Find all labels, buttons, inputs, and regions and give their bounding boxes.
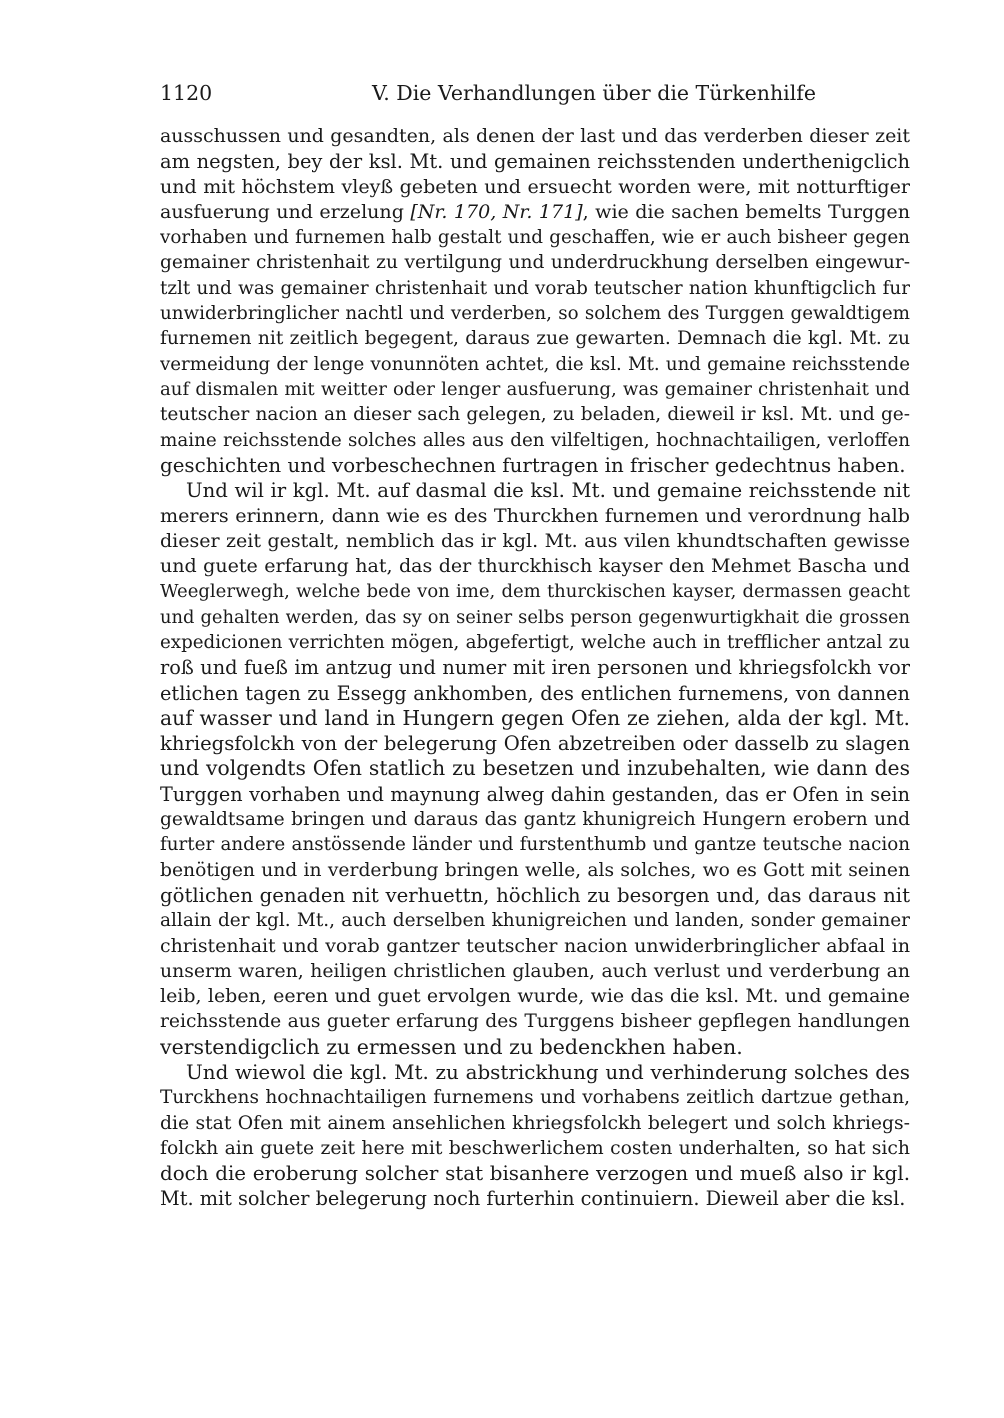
text-line [160,1085,910,1110]
text-segment: unwiderbringlicher nachtl und verderben, so solchem des Turggen gewaldtigem [160,303,910,325]
text-line [160,529,910,554]
text-line [160,352,910,377]
text-line [160,579,910,604]
text-segment: am negsten, bey der ksl. Mt. und gemainen reichsstenden underthenigclich [160,150,910,174]
text-segment: die stat Ofen mit ainem ansehlichen khriegsfolckh belegert und solch khriegs- [160,1112,910,1134]
text-line [160,503,910,528]
text-segment: christenhait und vorab gantzer teutscher nacion unwiderbringlicher abfaal in [160,934,910,957]
text-segment: merers erinnern, dann wie es des Thurckhen furnemen und verordnung halb [160,504,910,528]
text-segment: teutscher nacion an dieser sach gelegen, zu beladen, dieweil ir ksl. Mt. und ge- [160,404,910,426]
text-segment: und guete erfarung hat, das der thurckhisch kayser den Mehmet Bascha und [160,555,910,578]
text-segment: vorhaben und furnemen halb gestalt und geschaffen, wie er auch bisheer gegen [160,227,910,249]
text-line [160,1060,910,1085]
text-segment: doch die eroberung solcher stat bisanhere verzogen und mueß also ir kgl. [160,1162,910,1186]
text-line [160,1186,910,1211]
running-title: V. Die Verhandlungen über die Türkenhilfe [372,81,817,105]
text-line [160,731,910,756]
text-line [160,883,910,908]
text-line [160,1111,910,1136]
paragraph [160,1060,910,1212]
text-segment: verstendigclich zu ermessen und zu bedenckhen haben. [160,1034,743,1059]
text-segment: vermeidung der lenge vonunnöten achtet, die ksl. Mt. und gemaine reichsstende [160,353,910,375]
text-segment: Mt. mit solcher belegerung noch furterhin continuiern. Dieweil aber die ksl. [160,1187,906,1211]
text-segment: und volgendts Ofen statlich zu besetzen und inzubehalten, wie dann des [160,756,910,781]
text-segment: furnemen nit zeitlich begegent, daraus zue gewarten. Demnach die kgl. Mt. zu [160,328,910,350]
text-line [160,250,910,275]
text-line [160,276,910,301]
text-segment: tzlt und was gemainer christenhait und vorab teutscher nation khunftigclich fur [160,277,910,299]
text-line [160,908,910,933]
text-line [160,984,910,1009]
text-segment: etlichen tagen zu Essegg ankhomben, des entlichen furnemens, von dannen [160,681,910,705]
text-line [160,1009,910,1034]
text-segment: roß und fueß im antzug und numer mit iren personen und khriegsfolckh vor [160,656,910,680]
text-line [160,630,910,655]
text-line [160,959,910,984]
text-segment: geschichten und vorbeschechnen furtragen in frischer gedechtnus haben. [160,453,906,477]
running-head [160,76,910,110]
text-line [160,807,910,832]
text-segment: Und wiewol die kgl. Mt. zu abstrickhung und verhinderung solches des [186,1060,910,1084]
text-segment: furter andere anstössende länder und furstenthumb und gantze teutsche nacion [160,834,910,856]
text-line [160,605,910,630]
text-line [160,377,910,402]
text-segment: , wie die sachen bemelts Turggen [582,200,910,223]
text-segment: maine reichsstende solches alles aus den vilfeltigen, hochnachtailigen, verloffen [160,429,910,451]
text-line [160,453,910,478]
text-line [160,1035,910,1060]
text-line [160,1136,910,1161]
cross-reference: [Nr. 170, Nr. 171] [410,200,583,223]
text-segment: Turggen vorhaben und maynung alweg dahin gestanden, das er Ofen in sein [160,782,910,806]
text-segment: Und wil ir kgl. Mt. auf dasmal die ksl. Mt. und gemaine reichsstende nit [186,479,910,503]
text-line [160,655,910,680]
text-segment: reichsstende aus gueter erfarung des Turggens bisheer gepflegen handlungen [160,1011,910,1033]
paragraph [160,478,910,1060]
text-line [160,782,910,807]
text-segment: benötigen und in verderbung bringen welle, als solches, wo es Gott mit seinen [160,859,910,881]
text-line [160,428,910,453]
text-segment: expedicionen verrichten mögen, abgefertigt, welche auch in trefflicher antzal zu [160,631,910,653]
text-segment: auf wasser und land in Hungern gegen Ofen ze ziehen, alda der kgl. Mt. [160,705,910,730]
text-line [160,124,910,149]
text-segment: gemainer christenhait zu vertilgung und underdruckhung derselben eingewur- [160,252,910,274]
text-line [160,478,910,503]
text-line [160,225,910,250]
text-segment: Turckhens hochnachtailigen furnemens und vorhabens zeitlich dartzue gethan, [160,1087,910,1109]
document-page [160,76,910,1212]
body-text [160,124,910,1212]
text-line [160,756,910,781]
text-line [160,554,910,579]
text-segment: khriegsfolckh von der belegerung Ofen abzetreiben oder dasselb zu slagen [160,732,910,756]
text-segment: götlichen genaden nit verhuettn, höchlich zu besorgen und, das daraus nit [160,883,910,907]
text-segment: unserm waren, heiligen christlichen glauben, auch verlust und verderbung an [160,960,910,982]
text-segment: und gehalten werden, das sy on seiner selbs person gegenwurtigkhait die grossen [160,606,910,628]
text-segment: dieser zeit gestalt, nemblich das ir kgl. Mt. aus vilen khundtschaften gewisse [160,529,910,552]
text-line [160,858,910,883]
page-number: 1120 [160,81,213,105]
text-segment: auf dismalen mit weitter oder lenger ausfuerung, was gemainer christenhait und [160,378,910,400]
text-line [160,832,910,857]
text-segment: leib, leben, eeren und guet ervolgen wurde, wie das die ksl. Mt. und gemaine [160,985,910,1008]
text-line [160,301,910,326]
paragraph [160,124,910,478]
text-segment: Weeglerwegh, welche bede von ime, dem thurckischen kayser, dermassen geacht [160,581,910,603]
text-line [160,200,910,225]
text-segment: ausschussen und gesandten, als denen der last und das verderben dieser zeit [160,125,910,147]
text-segment: gewaldtsame bringen und daraus das gantz khunigreich Hungern erobern und [160,809,910,831]
text-segment: allain der kgl. Mt., auch derselben khunigreichen und landen, sonder gemainer [160,910,910,932]
text-segment: und mit höchstem vleyß gebeten und ersuecht worden were, mit notturftiger [160,175,910,198]
text-line [160,175,910,200]
text-line [160,934,910,959]
text-line [160,326,910,351]
text-line [160,681,910,706]
text-segment: ausfuerung und erzelung [160,200,411,223]
text-line [160,402,910,427]
text-segment: folckh ain guete zeit here mit beschwerlichem costen underhalten, so hat sich [160,1137,910,1159]
text-line [160,1161,910,1186]
text-line [160,149,910,174]
text-line [160,706,910,731]
